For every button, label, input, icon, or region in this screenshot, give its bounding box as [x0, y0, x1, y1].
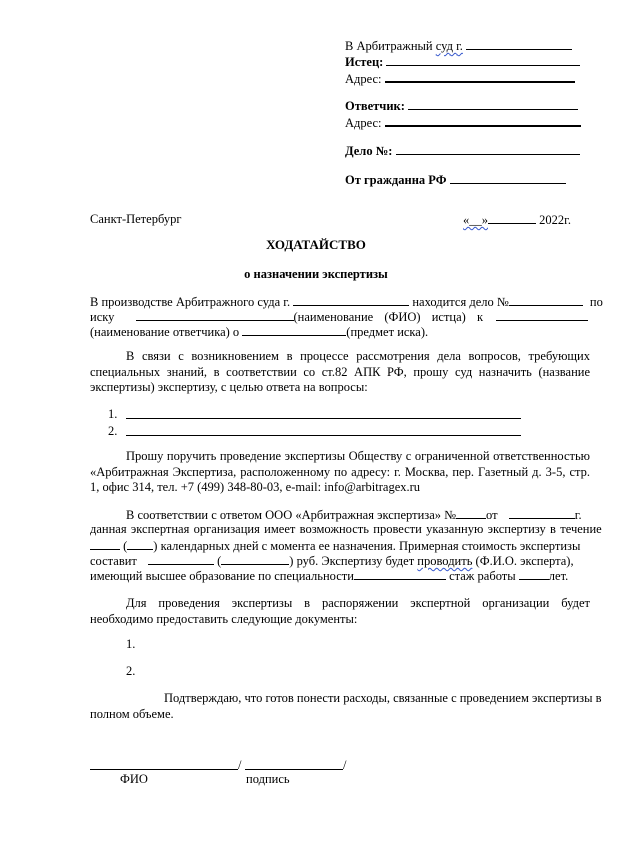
from-line	[345, 171, 566, 188]
plaintiff-address-label: Адрес:	[345, 72, 382, 86]
p4-years-text: лет.	[548, 569, 569, 583]
p1-plaintiff-text: (наименование (ФИО) истца) к	[293, 310, 484, 324]
p4-number-field[interactable]	[456, 506, 486, 519]
p1-case-field[interactable]	[509, 293, 583, 306]
defendant-field[interactable]	[408, 97, 578, 110]
p1-isk-text: иску	[90, 310, 115, 324]
p4-line5	[90, 567, 568, 584]
document-1-number: 1.	[126, 637, 136, 651]
p2-paragraph: В связи с возникновением в процессе рассмотрения дела вопросов, требующих специальных знаний, в соответствии со ст.82 АПК РФ, прошу суд назначить (название экспертизы) экспертизу, с целью ответа на вопросы:	[90, 349, 590, 394]
from-label: От гражданна РФ	[345, 173, 447, 187]
date-day: «__»	[463, 213, 488, 227]
defendant-address-label: Адрес:	[345, 116, 382, 130]
p4-cost-text: составит	[90, 554, 137, 568]
case-label: Дело №:	[345, 144, 393, 158]
date-month-field[interactable]	[488, 211, 536, 224]
p4-specialty-field[interactable]	[354, 567, 446, 580]
p1-subject-text: (предмет иска).	[346, 325, 429, 339]
case-line	[345, 142, 580, 159]
p4-expert-text: (Ф.И.О. эксперта),	[472, 554, 574, 568]
date-year: 2022г.	[539, 213, 571, 227]
p6-line2: полном объеме.	[90, 707, 174, 721]
question-2-field[interactable]	[126, 422, 521, 436]
document-title: ХОДАТАЙСТВО	[266, 237, 366, 252]
p4-from-text: от	[486, 508, 498, 522]
p1-defendant-text: (наименование ответчика) о	[90, 325, 240, 339]
fio-caption: ФИО	[120, 772, 148, 786]
p4-year-text: г.	[574, 508, 582, 522]
defendant-address-line	[345, 113, 581, 131]
p1-case-text: находится дело №	[412, 295, 509, 309]
p1-court-text: В производстве Арбитражного суда г.	[90, 295, 291, 309]
p4-experience-text: стаж работы	[449, 569, 516, 583]
p4-days-field[interactable]	[90, 537, 120, 550]
p4-cost-field[interactable]	[148, 552, 214, 565]
defendant-address-field[interactable]	[385, 113, 581, 127]
plaintiff-address-field[interactable]	[385, 69, 575, 83]
court-label: В Арбитражный	[345, 39, 436, 53]
plaintiff-line	[345, 53, 580, 70]
document-2-number: 2.	[126, 664, 136, 678]
question-1-field[interactable]	[126, 405, 521, 419]
p1-city-field[interactable]	[293, 293, 409, 306]
question-1-number: 1.	[108, 407, 118, 421]
plaintiff-address-line	[345, 69, 575, 87]
p4-paren-open: (	[123, 539, 128, 553]
p4-education-text: имеющий высшее образование по специальности	[90, 569, 354, 583]
p4-rub-text: ) руб. Экспертизу будет	[289, 554, 418, 568]
fio-field[interactable]	[90, 757, 238, 770]
p1-defendant-field[interactable]	[496, 308, 588, 321]
p4-paren-open-2: (	[217, 554, 222, 568]
from-field[interactable]	[450, 171, 566, 184]
p3-paragraph: Прошу поручить проведение экспертизы Обществу с ограниченной ответственностью «Арбитражная Экспертиза, расположенному по адресу: г. Москва, пер. Газетный д. 3-5, стр. 1, офис 314, тел. +7 (499) 348-80-03, e-mail: info@arbitragex.ru	[90, 449, 590, 494]
question-2-number: 2.	[108, 424, 118, 438]
court-city-label: суд г.	[435, 39, 463, 53]
signature-slash-1: /	[238, 758, 242, 772]
p1-line3	[90, 323, 428, 340]
signature-slash-2: /	[343, 758, 347, 772]
p4-conduct-text: проводить	[417, 554, 473, 568]
city: Санкт-Петербург	[90, 212, 182, 226]
p6-line1: Подтверждаю, что готов понести расходы, связанные с проведением экспертизы в	[164, 691, 602, 705]
plaintiff-label: Истец:	[345, 55, 384, 69]
p4-days-text: ) календарных дней с момента ее назначения. Примерная стоимость экспертизы	[153, 539, 581, 553]
p4-date-field[interactable]	[509, 506, 575, 519]
p4-line2: данная экспертная организация имеет возможность провести указанную экспертизу в течение	[90, 522, 602, 536]
p1-po-text: по	[589, 295, 603, 309]
defendant-label: Ответчик:	[345, 99, 405, 113]
p5-paragraph: Для проведения экспертизы в распоряжении экспертной организации будет необходимо предоставить следующие документы:	[90, 596, 590, 626]
court-line	[345, 37, 572, 54]
p4-response-text: В соответствии с ответом ООО «Арбитражная экспертиза» №	[126, 508, 457, 522]
signature-caption: подпись	[246, 772, 290, 786]
signature-field[interactable]	[245, 757, 343, 770]
p4-cost-words-field[interactable]	[221, 552, 289, 565]
p1-plaintiff-field[interactable]	[136, 308, 294, 321]
plaintiff-field[interactable]	[386, 53, 580, 66]
court-field[interactable]	[466, 37, 572, 50]
p4-days-words-field[interactable]	[127, 537, 153, 550]
p4-experience-field[interactable]	[519, 567, 549, 580]
case-field[interactable]	[396, 142, 580, 155]
date-line	[463, 211, 571, 228]
document-subtitle: о назначении экспертизы	[244, 267, 388, 281]
defendant-line	[345, 97, 578, 114]
p1-subject-field[interactable]	[242, 323, 346, 336]
